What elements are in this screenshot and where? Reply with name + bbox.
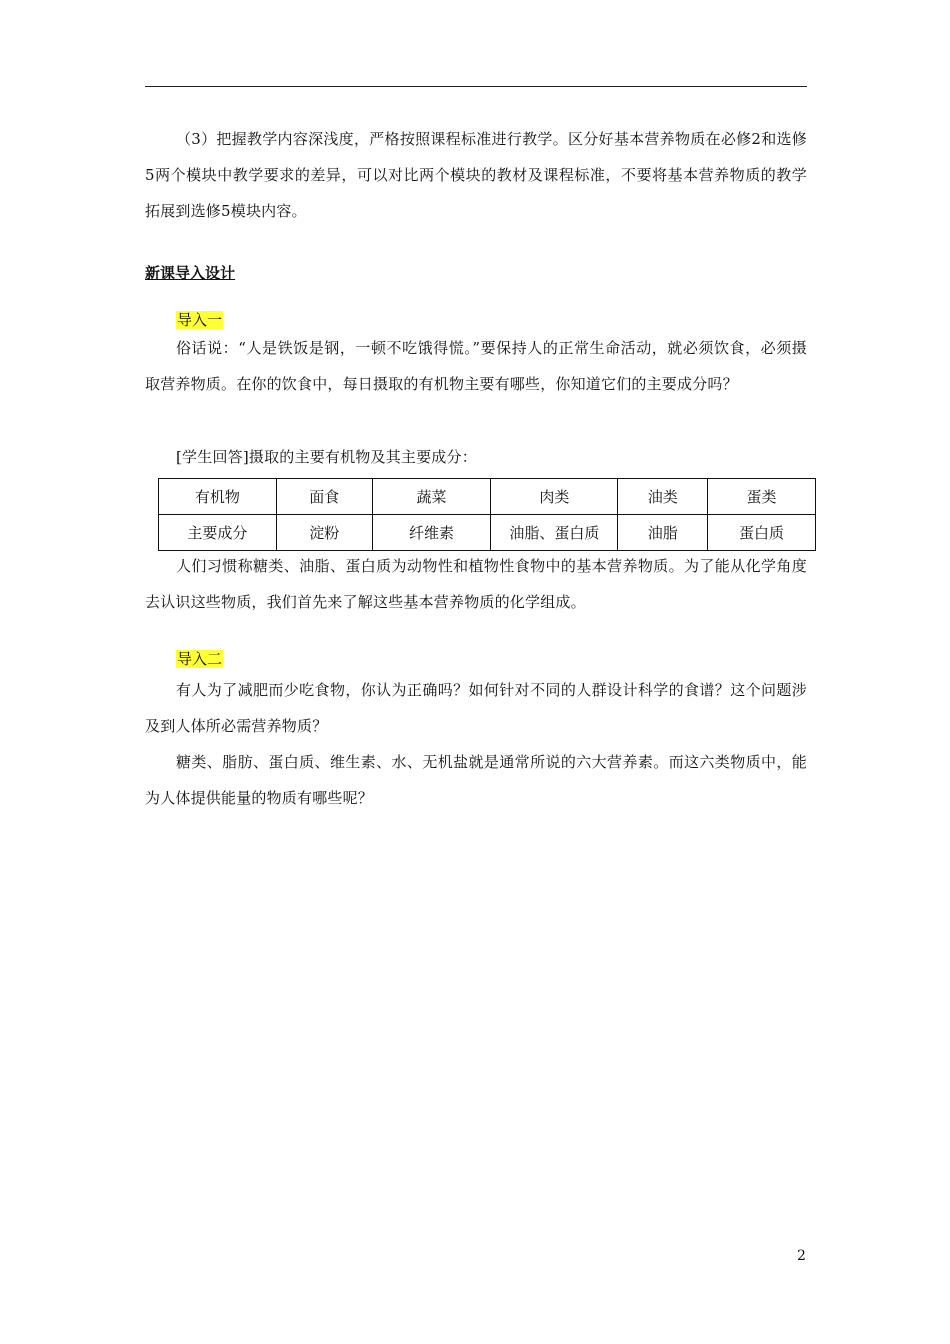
table-cell: 肉类 <box>491 479 618 515</box>
table-row <box>159 479 816 515</box>
intro2-tag <box>176 648 223 670</box>
intro1-tag <box>176 309 223 331</box>
nutrient-table <box>158 478 816 551</box>
section-heading: 新课导入设计 <box>145 264 236 282</box>
table-cell: 油脂、蛋白质 <box>491 515 618 551</box>
table-cell: 蛋白质 <box>708 515 816 551</box>
after-table-paragraph: 人们习惯称糖类、油脂、蛋白质为动物性和植物性食物中的基本营养物质。为了能从化学角度去认识这些物质，我们首先来了解这些基本营养物质的化学组成。 <box>145 557 807 611</box>
paragraph-teaching-depth: （3）把握教学内容深浅度，严格按照课程标准进行教学。区分好基本营养物质在必修2和选修5两个模块中教学要求的差异，可以对比两个模块的教材及课程标准，不要将基本营养物质的教学拓展到选修5模块内容。 <box>145 130 807 220</box>
table-cell: 油脂 <box>618 515 708 551</box>
page-number: 2 <box>797 1248 806 1264</box>
table-cell: 主要成分 <box>159 515 277 551</box>
table-row <box>159 515 816 551</box>
intro2-paragraph-1: 有人为了减肥而少吃食物，你认为正确吗？如何针对不同的人群设计科学的食谱？这个问题涉及到人体所必需营养物质？ <box>145 681 807 735</box>
intro1-tag-label: 导入一 <box>177 311 223 329</box>
table-cell: 有机物 <box>159 479 277 515</box>
table-cell: 蔬菜 <box>372 479 491 515</box>
header-rule <box>145 86 807 87</box>
table-cell: 纤维素 <box>372 515 491 551</box>
table-cell: 淀粉 <box>276 515 372 551</box>
intro2-tag-label: 导入二 <box>177 650 223 668</box>
answer-label: [学生回答]摄取的主要有机物及其主要成分： <box>176 448 477 466</box>
table-cell: 面食 <box>276 479 372 515</box>
intro1-paragraph: 俗话说：“人是铁饭是钢，一顿不吃饿得慌。”要保持人的正常生命活动，就必须饮食，必须摄取营养物质。在你的饮食中，每日摄取的有机物主要有哪些，你知道它们的主要成分吗？ <box>145 339 807 393</box>
table-cell: 蛋类 <box>708 479 816 515</box>
table-cell: 油类 <box>618 479 708 515</box>
intro2-paragraph-2: 糖类、脂肪、蛋白质、维生素、水、无机盐就是通常所说的六大营养素。而这六类物质中，能为人体提供能量的物质有哪些呢？ <box>145 753 807 807</box>
